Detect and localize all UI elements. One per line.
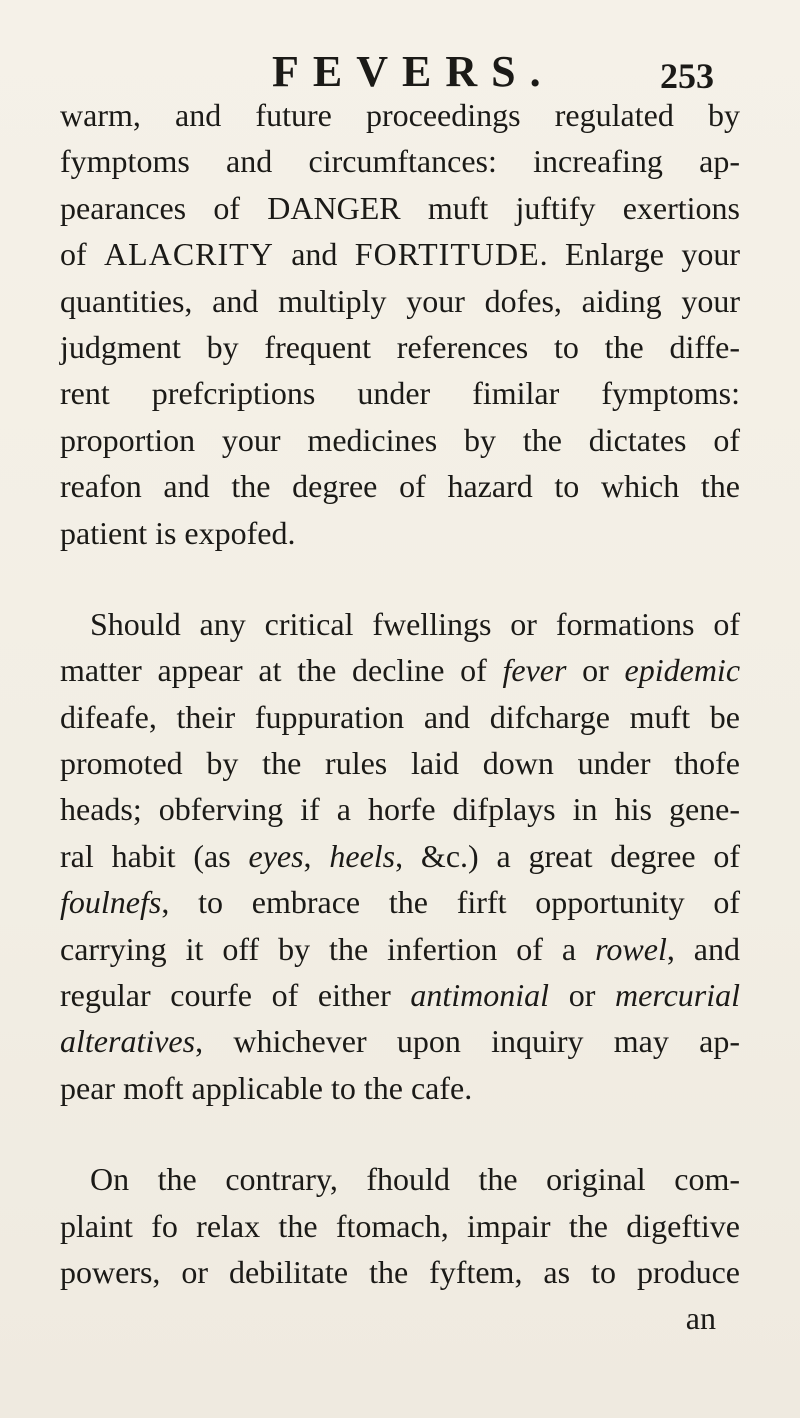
text-line: rent prefcriptions under fimilar fymptoms: (60, 375, 740, 412)
page-number: 253 (660, 56, 714, 96)
paragraph-3 (60, 1156, 740, 1342)
text-line: proportion your medicines by the dictates of (60, 421, 740, 458)
text-line: On the contrary, fhould the original com- (90, 1161, 740, 1198)
text-line: Should any critical fwellings or formations of (90, 605, 740, 642)
body-text (60, 92, 740, 1342)
text-line: matter appear at the decline of fever or epidemic (60, 652, 741, 689)
text-line: powers, or debilitate the fyftem, as to produce (60, 1253, 740, 1290)
text-line: heads; obferving if a horfe difplays in his gene- (60, 791, 740, 828)
paragraph-2 (60, 601, 740, 1111)
catchword: an (685, 1300, 716, 1337)
text-line: ral habit (as eyes, heels, &c.) a great degree of (60, 837, 740, 874)
paragraph-1 (60, 92, 740, 556)
text-line: quantities, and multiply your dofes, aiding your (60, 282, 740, 319)
text-line: foulnefs, to embrace the firft opportunity of (60, 884, 740, 921)
text-line: difeafe, their fuppuration and difcharge muft be (60, 698, 740, 735)
text-line: pearances of DANGER muft juftify exertions (60, 189, 740, 226)
text-line: carrying it off by the infertion of a rowel, and (60, 930, 741, 967)
text-line: plaint fo relax the ftomach, impair the digeftive (60, 1207, 740, 1244)
text-line: pear moft applicable to the cafe. (60, 1069, 473, 1106)
text-line: promoted by the rules laid down under thofe (60, 745, 740, 782)
text-line: regular courfe of either antimonial or mercurial (60, 977, 741, 1014)
text-line: warm, and future proceedings regulated by (60, 97, 740, 133)
text-line: alteratives, whichever upon inquiry may ap- (60, 1023, 740, 1060)
running-head: FEVERS. (272, 47, 555, 96)
text-line: patient is expofed. (60, 514, 296, 551)
text-line: fymptoms and circumftances: increafing ap- (60, 143, 740, 180)
text-line: judgment by frequent references to the diffe- (60, 328, 740, 365)
text-line: of ALACRITY and FORTITUDE. Enlarge your (60, 236, 740, 273)
text-line: reafon and the degree of hazard to which the (60, 468, 740, 505)
